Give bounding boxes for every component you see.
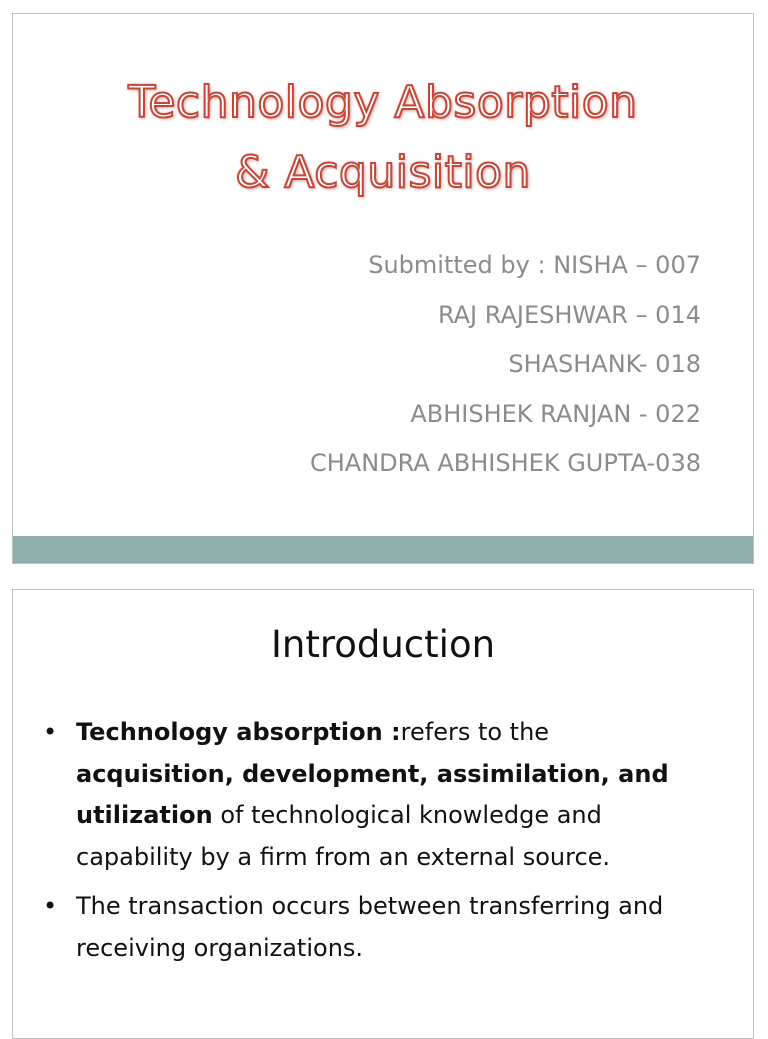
bullet-icon: •	[43, 718, 58, 746]
list-item	[43, 886, 713, 969]
author-list	[310, 241, 701, 489]
bold-term: Technology absorption :	[76, 718, 401, 746]
author-item: CHANDRA ABHISHEK GUPTA-038	[309, 449, 701, 477]
author-item: SHASHANK- 018	[508, 350, 701, 378]
footer-band	[13, 536, 753, 563]
title-line-1: Technology Absorption	[128, 77, 638, 128]
bullet-list	[43, 712, 713, 977]
bullet-icon: •	[43, 892, 58, 920]
bullet-text: refers to the	[400, 718, 550, 746]
bold-phrase: acquisition, development, assimilation, and utilization	[76, 759, 669, 829]
introduction-slide	[12, 589, 754, 1039]
author-item: RAJ RAJESHWAR – 014	[437, 300, 701, 329]
list-item	[43, 712, 713, 878]
title-line-2: & Acquisition	[235, 147, 531, 198]
presentation-title	[13, 68, 753, 208]
bullet-text: of technological knowledge and capability by a firm from an external source.	[76, 801, 611, 871]
author-item: ABHISHEK RANJAN - 022	[410, 399, 701, 428]
bullet-text: The transaction occurs between transferring and receiving organizations.	[76, 892, 664, 962]
title-slide	[12, 13, 754, 564]
slide-title: Introduction	[270, 623, 496, 666]
submitted-by-line: Submitted by : NISHA – 007	[368, 251, 701, 279]
